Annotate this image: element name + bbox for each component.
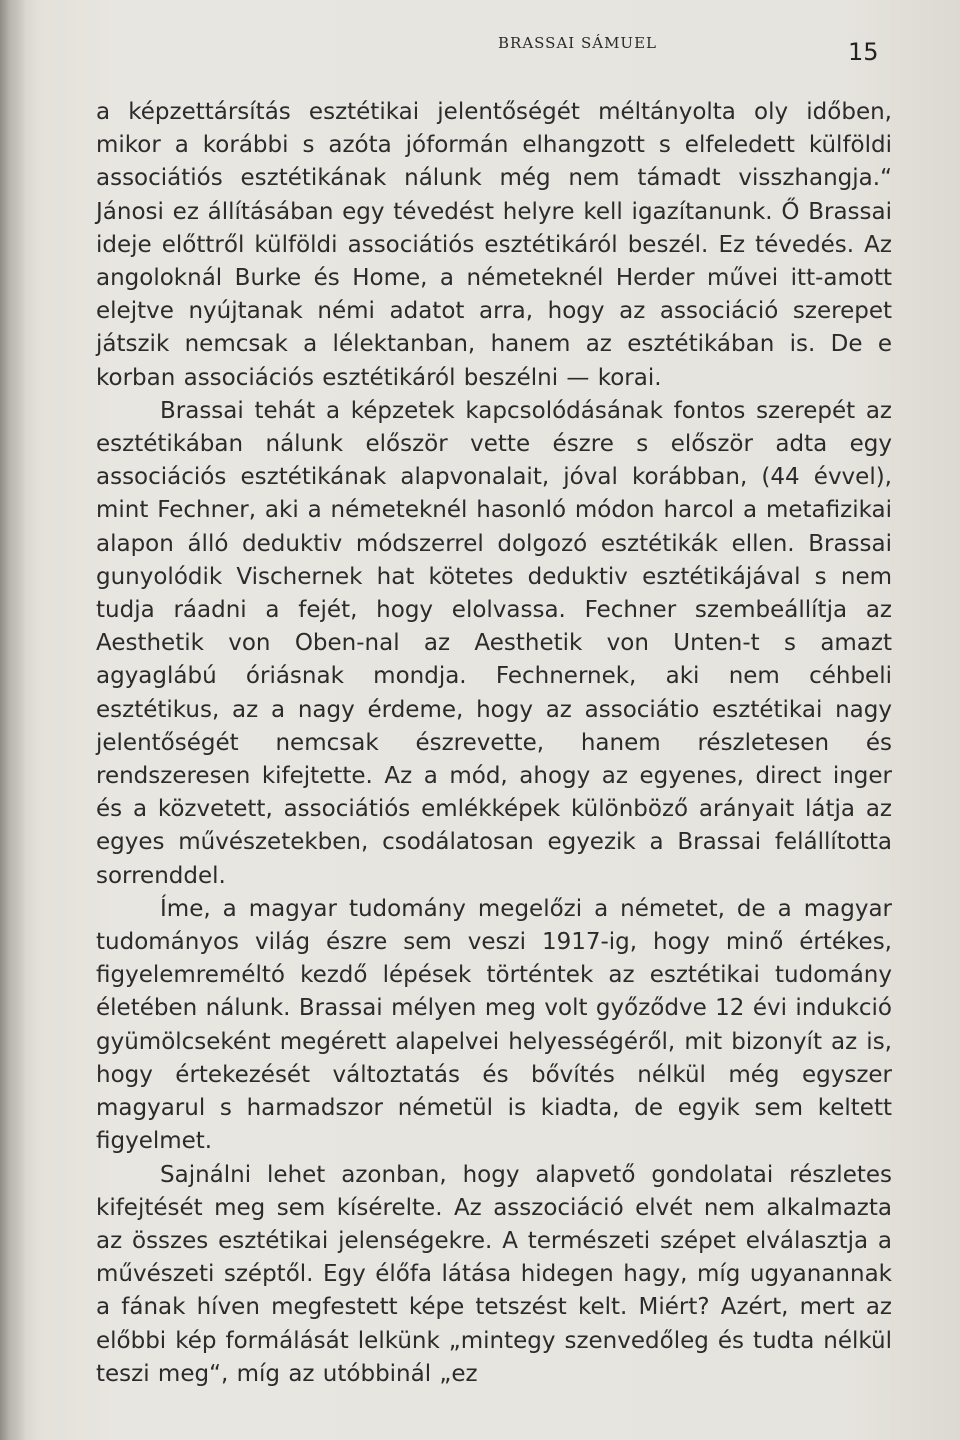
running-head: BRASSAI SÁMUEL (498, 34, 657, 52)
body-text (96, 96, 892, 1391)
spine-shadow (0, 0, 26, 1440)
paragraph-4: Sajnálni lehet azonban, hogy alapvető gondolatai részletes kifejtését meg sem kísérelte. Az asszociáció elvét nem alkalmazta az összes esztétikai jelenségekre. A természeti szépet elválasztja a művészeti széptől. Egy élőfa látása hidegen hagy, míg ugyanannak a fának híven megfestett képe tetszést kelt. Miért? Azért, mert az előbbi kép formálását lelkünk „mintegy szenvedőleg és tudta nélkül teszi meg“, míg az utóbbinál „ez (96, 1161, 892, 1387)
page-number: 15 (848, 38, 879, 66)
paragraph-3: Íme, a magyar tudomány megelőzi a németet, de a magyar tudományos világ észre sem veszi 1917-ig, hogy minő értékes, figyelemreméltó kezdő lépések történtek az esztétikai tudomány életében nálunk. Brassai mélyen meg volt győződve 12 évi indukció gyümölcseként megérett alapelvei helyességéről, mit bizonyít az is, hogy értekezését változtatás és bővítés nélkül még egyszer magyarul s harmadszor németül is kiadta, de egyik sem keltett figyelmet. (96, 895, 892, 1155)
paragraph-1: a képzettársítás esztétikai jelentőségét méltányolta oly időben, mikor a korábbi s azóta jóformán elhangzott s elfeledett külföldi associátiós esztétikának nálunk még nem támadt visszhangja.“ Jánosi ez állításában egy tévedést helyre kell igazítanunk. Ő Brassai ideje előttről külföldi associátiós esztétikáról beszél. Ez tévedés. Az angoloknál Burke és Home, a németeknél Herder művei itt-amott elejtve nyújtanak némi adatot arra, hogy az associáció szerepet játszik nemcsak a lélektanban, hanem az esztétikában is. De e korban associációs esztétikáról beszélni — korai. (96, 99, 892, 391)
paragraph-2: Brassai tehát a képzetek kapcsolódásának fontos szerepét az esztétikában nálunk először vette észre s először adta egy associációs esztétikának alapvonalait, jóval korábban, (44 évvel), mint Fechner, aki a németeknél hasonló módon harcol a metafizikai alapon álló deduktiv módszerrel dolgozó esztétikák ellen. Brassai gunyolódik Vischernek hat kötetes deduktiv esztétikájával s nem tudja ráadni a fejét, hogy elolvassa. Fechner szembeállítja az Aesthetik von Oben-nal az Aesthetik von Unten-t s amazt agyaglábú óriásnak mondja. Fechnernek, aki nem céhbeli esztétikus, az a nagy érdeme, hogy az associátio esztétikai nagy jelentőségét nemcsak észrevette, hanem részletesen és rendszeresen kifejtette. Az a mód, ahogy az egyenes, direct inger és a közvetett, associátiós emlékképek különböző arányait látja az egyes művészetekben, csodálatosan egyezik a Brassai felállította sorrenddel. (96, 397, 892, 889)
